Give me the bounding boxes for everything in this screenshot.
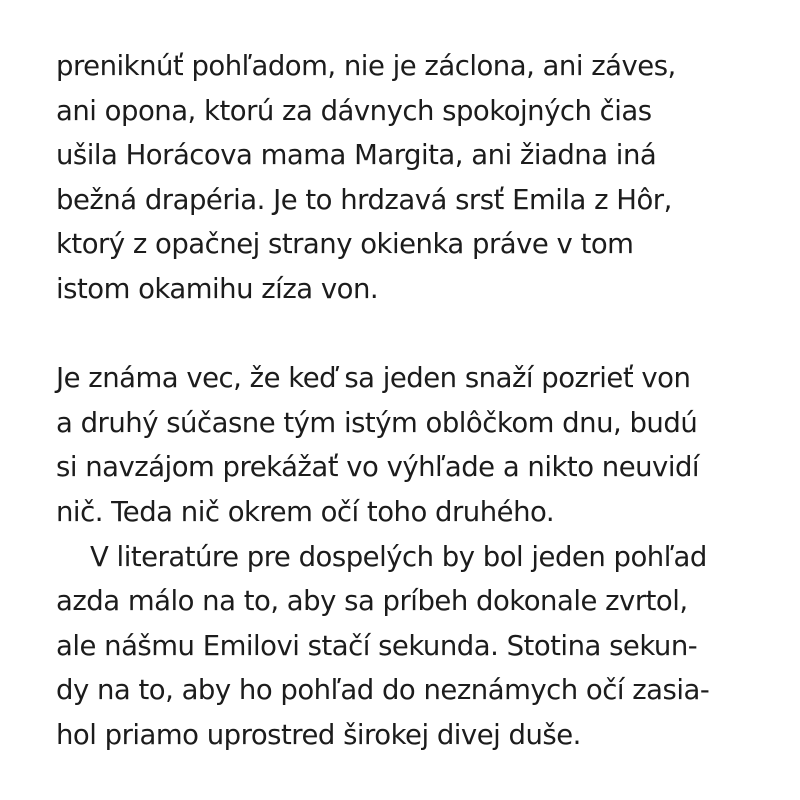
paragraph-3 — [56, 535, 776, 758]
text-line: nič. Teda nič okrem očí toho druhého. — [56, 495, 555, 528]
paragraph-1 — [56, 44, 776, 312]
book-page — [56, 44, 776, 758]
text-line: dy na to, aby ho pohľad do neznámych očí zasia- — [56, 674, 710, 707]
text-line: istom okamihu zíza von. — [56, 272, 379, 305]
text-line: ušila Horácova mama Margita, ani žiadna iná — [56, 139, 657, 172]
text-line-indented: V literatúre pre dospelých by bol jeden pohľad — [90, 540, 707, 573]
text-line: a druhý súčasne tým istým oblôčkom dnu, budú — [56, 406, 698, 439]
text-line: ktorý z opačnej strany okienka práve v tom — [56, 228, 634, 261]
text-line: Je známa vec, že keď sa jeden snaží pozrieť von — [56, 362, 691, 395]
text-line: hol priamo uprostred širokej divej duše. — [56, 718, 581, 751]
text-line: ani opona, ktorú za dávnych spokojných čias — [56, 94, 652, 127]
text-line: si navzájom prekážať vo výhľade a nikto neuvidí — [56, 451, 700, 484]
text-line: ale nášmu Emilovi stačí sekunda. Stotina sekun- — [56, 629, 698, 662]
paragraph-2 — [56, 356, 776, 534]
text-line: preniknúť pohľadom, nie je záclona, ani záves, — [56, 50, 676, 82]
text-line: azda málo na to, aby sa príbeh dokonale zvrtol, — [56, 585, 688, 618]
paragraph-gap — [56, 312, 776, 357]
text-line: bežná drapéria. Je to hrdzavá srsť Emila z Hôr, — [56, 183, 672, 216]
